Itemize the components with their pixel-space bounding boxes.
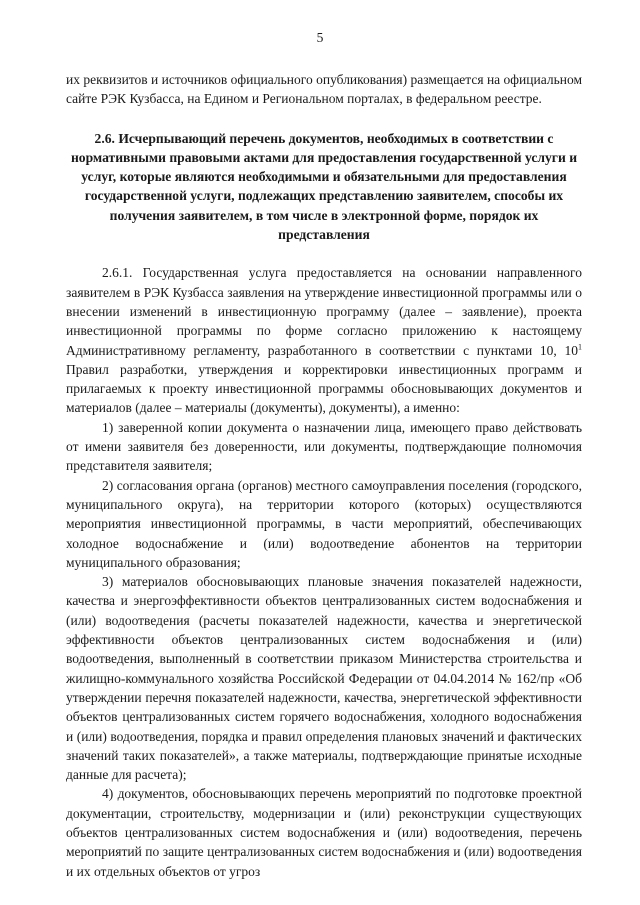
list-item-1: 1) заверенной копии документа о назначении лица, имеющего право действовать от имени заявителя без доверенности, или документы, подтверждающие полномочия представителя заявителя; (66, 419, 582, 474)
list-item-2: 2) согласования органа (органов) местного самоуправления поселения (городского, муниципального округа), на территории которого (которых) осуществляются мероприятия инвестиционной программы, в части мероприятий, обеспечивающих холодное водоснабжение и (или) водоотведение абонентов на территории муниципального образования; (66, 477, 582, 570)
list-item-3: 3) материалов обосновывающих плановые значения показателей надежности, качества и энергоэффективности объектов централизованных систем водоснабжения и (или) водоотведения (расчеты показателей надежности, качества и энергетической эффективности объектов централизованных систем водоснабжения и (или) водоотведения, выполненный в соответствии приказом Министерства строительства и жилищно-коммунального хозяйства Российской Федерации от 04.04.2014 № 162/пр «Об утверждении перечня показателей надежности, качества, энергетической эффективности объектов централизованных систем горячего водоснабжения, холодного водоснабжения и (или) водоотведения, порядка и правил определения плановых значений и фактических значений таких показателей», а также материалы, подтверждающие принятые исходные данные для расчета); (66, 574, 582, 783)
intro-paragraph: их реквизитов и источников официального опубликования) размещается на официальном сайте РЭК Кузбасса, на Едином и Региональном порталах, в федеральном реестре. (66, 72, 582, 107)
clause-2-6-1-superscript: 1 (578, 342, 582, 352)
section-heading: 2.6. Исчерпывающий перечень документов, необходимых в соответствии с нормативными правовыми актами для предоставления государственной услуги и услуг, которые являются необходимыми и обязательными для предоставления государственной услуги, подлежащих представлению заявителем, способы их получения заявителем, в том числе в электронной форме, порядок их представления (70, 130, 578, 243)
clause-2-6-1-text-end: Правил разработки, утверждения и корректировки инвестиционных программ и прилагаемых к проекту инвестиционной программы обосновывающих документов и материалов (далее – материалы (документы), документы), а именно: (66, 361, 582, 416)
page-number: 5 (316, 30, 324, 45)
clause-2-6-1-text-start: 2.6.1. Государственная услуга предоставляется на основании направленного заявителем в РЭК Кузбасса заявления на утверждение инвестиционной программы или о внесении изменений в инвестиционную программу (далее – заявление), проекта инвестиционной программы по форме согласно приложению к настоящему Административному регламенту, разработанного в соответствии с пунктами 10, 10 (66, 265, 582, 358)
list-item-4: 4) документов, обосновывающих перечень мероприятий по подготовке проектной документации, строительству, модернизации и (или) реконструкции существующих объектов централизованных систем водоснабжения и (или) водоотведения, перечень мероприятий по защите централизованных систем водоснабжения и (или) водоотведения и их отдельных объектов от угроз (66, 786, 582, 879)
clause-2-6-1 (66, 263, 582, 417)
document-body (66, 70, 582, 881)
